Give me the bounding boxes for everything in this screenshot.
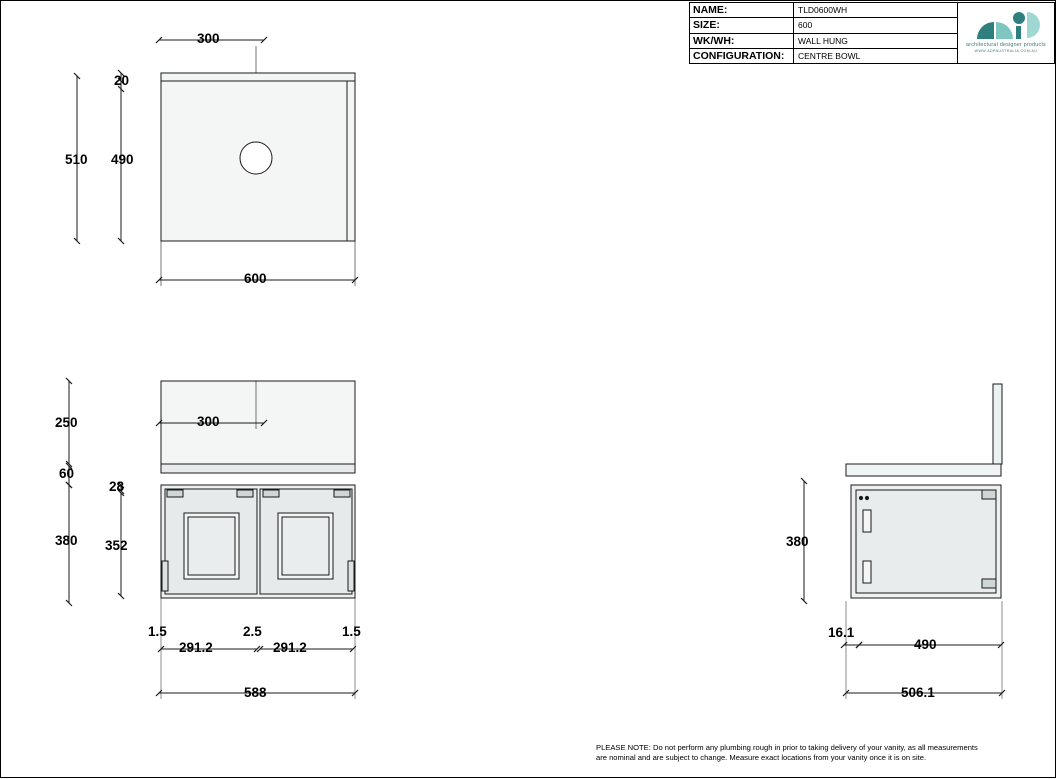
dim-depth-510: 510 — [65, 152, 88, 167]
dim-back-lip-20: 20 — [114, 73, 130, 88]
dim-top-300: 300 — [197, 31, 220, 46]
title-block-key: CONFIGURATION: — [690, 49, 794, 63]
dim-front-300: 300 — [197, 414, 220, 429]
footer-note-line2: are nominal and are subject to change. Measure exact locations from your vanity once it is on site. — [596, 753, 927, 763]
dim-apron-60: 60 — [59, 466, 75, 481]
logo-text: architectural designer products — [966, 42, 1046, 49]
footer-note-line1: PLEASE NOTE: Do not perform any plumbing rough in prior to taking delivery of your vanity, as all measurements — [596, 743, 978, 752]
dim-carcass-height-380: 380 — [55, 533, 78, 548]
footer-note — [596, 743, 1048, 764]
dim-side-height-380: 380 — [786, 534, 809, 549]
dim-toe-16p1: 16.1 — [828, 625, 855, 640]
dim-side-depth-490: 490 — [914, 637, 937, 652]
dim-door-left-291p2: 291.2 — [179, 640, 213, 655]
dim-top-height-250: 250 — [55, 415, 78, 430]
title-block-value: TLD0600WH — [798, 5, 848, 16]
dim-carcass-width-588: 588 — [244, 685, 267, 700]
title-block-key: WK/WH: — [690, 34, 794, 48]
drawing-geometry — [1, 1, 1056, 779]
dim-door-right-291p2: 291.2 — [273, 640, 307, 655]
dim-center-gap-2p5: 2.5 — [243, 624, 262, 639]
dim-depth-490: 490 — [111, 152, 134, 167]
dim-edge-right-1p5: 1.5 — [342, 624, 361, 639]
dim-side-depth-overall-506p1: 506.1 — [901, 685, 935, 700]
title-block-value: 600 — [798, 20, 813, 31]
title-block-value: CENTRE BOWL — [798, 50, 861, 61]
dim-edge-left-1p5: 1.5 — [148, 624, 167, 639]
dim-door-height-352: 352 — [105, 538, 128, 553]
dim-width-600: 600 — [244, 271, 267, 286]
title-block-value: WALL HUNG — [798, 35, 848, 46]
title-block-key: SIZE: — [690, 18, 794, 32]
dim-door-gap-28: 28 — [109, 479, 125, 494]
title-block-key: NAME: — [690, 3, 794, 17]
logo-subtext: WWW.ADPAUSTRALIA.COM.AU — [974, 48, 1038, 53]
